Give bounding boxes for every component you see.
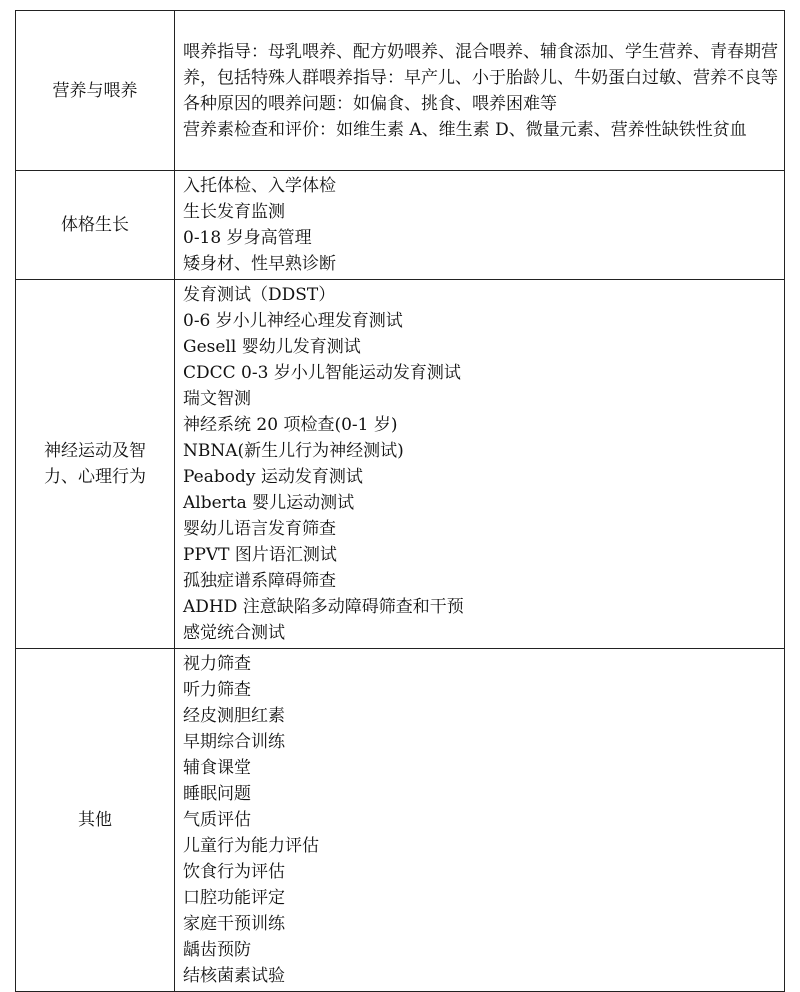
table-row xyxy=(16,280,785,649)
list-item: 孤独症谱系障碍筛查 xyxy=(183,571,336,591)
list-item: PPVT 图片语汇测试 xyxy=(183,545,337,565)
list-item: 口腔功能评定 xyxy=(183,888,285,908)
services-table xyxy=(15,10,785,992)
list-item: 视力筛查 xyxy=(183,654,251,674)
list-item: 气质评估 xyxy=(183,810,251,830)
list-item: 婴幼儿语言发育筛查 xyxy=(183,519,336,539)
list-item: 发育测试（DDST） xyxy=(183,285,336,305)
list-item: 神经系统 20 项检查(0-1 岁) xyxy=(183,415,398,435)
category-cell: 营养与喂养 xyxy=(16,11,175,171)
category-line: 力、心理行为 xyxy=(44,467,146,487)
table-row xyxy=(16,11,785,171)
table-row xyxy=(16,649,785,992)
list-item: Alberta 婴儿运动测试 xyxy=(183,493,355,513)
list-item: 入托体检、入学体检 xyxy=(183,176,336,196)
list-item: 生长发育监测 xyxy=(183,202,285,222)
list-item: 感觉统合测试 xyxy=(183,623,285,643)
list-item: 龋齿预防 xyxy=(183,940,251,960)
list-item: ADHD 注意缺陷多动障碍筛查和干预 xyxy=(183,597,464,617)
list-item: Gesell 婴幼儿发育测试 xyxy=(183,337,361,357)
items-cell xyxy=(175,11,785,171)
items-cell xyxy=(175,649,785,992)
category-cell xyxy=(16,280,175,649)
category-line: 神经运动及智 xyxy=(44,441,146,461)
list-item: 结核菌素试验 xyxy=(183,966,285,986)
list-item: 早期综合训练 xyxy=(183,732,285,752)
list-item: 喂养指导：母乳喂养、配方奶喂养、混合喂养、辅食添加、学生营养、青春期营养，包括特殊人群喂养指导：早产儿、小于胎龄儿、牛奶蛋白过敏、营养不良等 xyxy=(183,41,778,88)
list-item: 各种原因的喂养问题：如偏食、挑食、喂养困难等 xyxy=(183,93,557,114)
category-cell: 其他 xyxy=(16,649,175,992)
list-item: 矮身材、性早熟诊断 xyxy=(183,254,336,274)
list-item: 0-18 岁身高管理 xyxy=(183,228,312,248)
list-item: NBNA(新生儿行为神经测试) xyxy=(183,441,404,461)
list-item: 经皮测胆红素 xyxy=(183,706,285,726)
list-item: 儿童行为能力评估 xyxy=(183,836,319,856)
items-cell xyxy=(175,280,785,649)
list-item: 营养素检查和评价：如维生素 A、维生素 D、微量元素、营养性缺铁性贫血 xyxy=(183,119,747,140)
list-item: CDCC 0-3 岁小儿智能运动发育测试 xyxy=(183,363,461,383)
list-item: 睡眠问题 xyxy=(183,784,251,804)
list-item: Peabody 运动发育测试 xyxy=(183,467,363,487)
list-item: 听力筛查 xyxy=(183,680,251,700)
list-item: 0-6 岁小儿神经心理发育测试 xyxy=(183,311,403,331)
table-row xyxy=(16,171,785,280)
list-item: 家庭干预训练 xyxy=(183,914,285,934)
list-item: 饮食行为评估 xyxy=(183,862,285,882)
category-cell: 体格生长 xyxy=(16,171,175,280)
list-item: 瑞文智测 xyxy=(183,389,251,409)
items-cell xyxy=(175,171,785,280)
list-item: 辅食课堂 xyxy=(183,758,251,778)
